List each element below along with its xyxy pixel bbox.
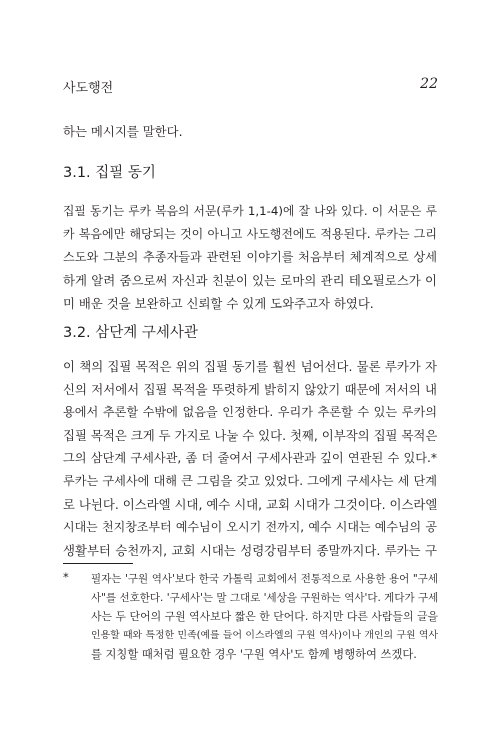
paragraph-line: 신의 저서에서 집필 목적을 뚜렷하게 밝히지 않았기 때문에 저서의 내: [63, 382, 437, 397]
section-heading-salvation-history: 3.2. 삼단계 구세사관: [63, 325, 198, 341]
running-header: 사도행전: [63, 81, 114, 96]
paragraph-line: 집필 동기는 루카 복음의 서문(루카 1,1-4)에 잘 나와 있다. 이 서문은 루: [63, 204, 437, 218]
footnote-line: 필자는 '구원 역사'보다 한국 가톨릭 교회에서 전통적으로 사용한 용어 "구세: [91, 573, 438, 585]
page-number: 22: [420, 76, 438, 92]
paragraph-line: 집필 목적은 크게 두 가지로 나눌 수 있다. 첫째, 이부작의 집필 목적은: [63, 428, 438, 443]
paragraph-line: 미 배운 것을 보완하고 신뢰할 수 있게 도와주고자 하였다.: [63, 296, 374, 311]
footnote-line: 인용할 때와 특정한 민족(예를 들어 이스라엘의 구원 역사)이나 개인의 구원 역사: [91, 630, 438, 641]
paragraph-line: 루카는 구세사에 대해 큰 그림을 갖고 있었다. 그에게 구세사는 세 단계: [63, 474, 437, 488]
paragraph-line: 시대는 천지창조부터 예수님이 오시기 전까지, 예수 시대는 예수님의 공: [63, 520, 437, 534]
paragraph-line: 용에서 추론할 수밖에 없음을 인정한다. 우리가 추론할 수 있는 루카의: [63, 405, 437, 419]
footnote-line: 사"를 선호한다. '구세사'는 말 그대로 '세상을 구원하는 역사'다. 게다가 구세: [91, 592, 439, 604]
intro-line: 하는 메시지를 말한다.: [63, 124, 183, 139]
footnote-marker: *: [63, 570, 69, 584]
paragraph-line: 로 나뉜다. 이스라엘 시대, 예수 시대, 교회 시대가 그것이다. 이스라엘: [63, 497, 438, 512]
paragraph-line: 생활부터 승천까지, 교회 시대는 성령강림부터 종말까지다. 루카는 구: [63, 543, 437, 558]
paragraph-line: 그의 삼단계 구세사관, 좀 더 줄여서 구세사관과 깊이 연관된 수 있다.*: [63, 451, 437, 465]
paragraph-line: 스도와 그분의 추종자들과 관련된 이야기를 처음부터 체계적으로 상세: [63, 250, 437, 264]
footnote-line: 를 지칭할 때처럼 필요한 경우 '구원 역사'도 함께 병행하여 쓰겠다.: [91, 648, 417, 661]
footnote-line: 사는 두 단어의 구원 역사보다 짧은 한 단어다. 하지만 다른 사람들의 글을: [91, 610, 438, 623]
section-heading-motivation: 3.1. 집필 동기: [63, 165, 156, 181]
footnote-rule: [63, 563, 133, 564]
paragraph-line: 카 복음에만 해당되는 것이 아니고 사도행전에도 적용된다. 루카는 그리: [63, 227, 437, 241]
paragraph-line: 이 책의 집필 목적은 위의 집필 동기를 훨씬 넘어선다. 물론 루카가 자: [63, 359, 437, 374]
paragraph-line: 하게 알려 줌으로써 자신과 친분이 있는 로마의 관리 테오필로스가 이: [63, 273, 437, 288]
